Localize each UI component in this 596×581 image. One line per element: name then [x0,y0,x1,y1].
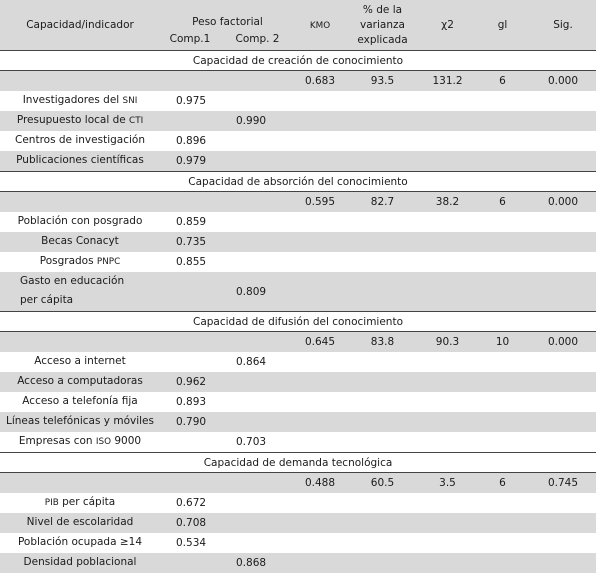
empty-cell [345,533,420,553]
comp1-value: 0.975 [176,95,207,107]
table-row [0,111,596,131]
empty-cell [475,232,530,252]
empty-cell [420,533,475,553]
indicator-label [0,493,160,513]
comp2-value [220,392,295,412]
comp1-value: 0.979 [160,151,220,172]
empty-cell [475,432,530,453]
table-row [0,513,596,533]
stat-kmo: 0.488 [295,473,345,494]
empty-cell [420,91,475,111]
empty-cell [420,513,475,533]
table-row [0,232,596,252]
indicator-label [0,553,160,573]
header-kmo-label: KMO [309,21,331,31]
header-indicator: Capacidad/indicador [26,19,134,31]
empty-cell [345,432,420,453]
empty-cell [530,533,596,553]
empty-cell [295,111,345,131]
stat-kmo: 0.595 [295,192,345,213]
empty-cell [345,553,420,573]
comp2-value [220,533,295,553]
table-row [0,352,596,372]
indicator-label [0,252,160,272]
section-stats-row [0,192,596,213]
empty-cell [420,553,475,573]
table-row [0,131,596,151]
empty-cell [295,252,345,272]
indicator-label-text: Líneas telefónicas y móviles [6,415,154,427]
empty-cell [420,232,475,252]
comp1-value: 0.859 [176,216,207,228]
stat-sig: 0.000 [530,332,596,353]
comp1-value [160,272,220,312]
header-comp2: Comp. 2 [220,28,295,51]
stat-pct: 60.5 [345,473,420,494]
empty-cell [295,131,345,151]
empty-cell [420,392,475,412]
section-header [0,312,596,332]
comp1-value: 0.534 [176,537,207,549]
stat-empty-cell [160,192,220,213]
indicator-label-acronym: PIB [44,498,59,508]
indicator-label [0,232,160,252]
empty-cell [530,513,596,533]
table-row [0,432,596,453]
comp1-value [160,111,220,131]
indicator-label-acronym: PNPC [96,257,121,267]
empty-cell [530,252,596,272]
comp1-value [160,432,220,453]
empty-cell [475,111,530,131]
table-row [0,91,596,111]
comp2-value [220,493,295,513]
stat-gl: 10 [475,332,530,353]
stat-empty-cell [0,332,160,353]
empty-cell [530,432,596,453]
empty-cell [530,131,596,151]
table-body [0,51,596,574]
empty-cell [420,131,475,151]
header-comp1: Comp.1 [160,28,220,51]
section-title: Capacidad de absorción del conocimiento [0,172,596,192]
indicator-label [0,272,160,312]
indicator-label-text: Becas Conacyt [41,235,119,247]
comp1-value: 0.790 [160,412,220,432]
comp2-value [220,513,295,533]
comp1-value: 0.893 [176,396,207,408]
header-kmo [295,0,345,51]
empty-cell [530,111,596,131]
stat-empty-cell [160,332,220,353]
stat-kmo: 0.683 [295,71,345,92]
stat-gl: 6 [475,473,530,494]
indicator-label [0,131,160,151]
header-gl: gl [497,19,508,31]
empty-cell [345,232,420,252]
empty-cell [345,111,420,131]
indicator-label [0,91,160,111]
empty-cell [295,432,345,453]
comp2-value [220,412,295,432]
empty-cell [530,91,596,111]
indicator-label-text: Acceso a telefonía fija [22,395,138,407]
empty-cell [420,151,475,172]
stat-sig: 0.000 [530,71,596,92]
empty-cell [420,493,475,513]
empty-cell [420,352,475,372]
stat-empty-cell [220,473,295,494]
indicator-label [0,412,160,432]
empty-cell [475,493,530,513]
empty-cell [475,412,530,432]
table-row [0,272,596,312]
empty-cell [530,232,596,252]
empty-cell [295,352,345,372]
indicator-label-text: Centros de investigación [15,134,145,146]
comp1-value: 0.896 [176,135,207,147]
table-row [0,553,596,573]
empty-cell [530,553,596,573]
stat-pct: 83.8 [345,332,420,353]
table-row [0,493,596,513]
stat-gl: 6 [475,71,530,92]
table-row [0,533,596,553]
empty-cell [295,91,345,111]
table-row [0,151,596,172]
table-row [0,372,596,392]
indicator-label-text: Población ocupada ≥14 [17,536,143,548]
indicator-label-text: Investigadores del [22,94,123,106]
comp2-value: 0.809 [220,272,295,312]
stat-empty-cell [220,332,295,353]
empty-cell [475,533,530,553]
empty-cell [530,372,596,392]
indicator-label-text: Acceso a internet [34,355,126,367]
empty-cell [295,232,345,252]
empty-cell [530,212,596,232]
indicator-label [0,513,160,533]
comp1-value: 0.672 [176,497,207,509]
empty-cell [530,272,596,312]
comp2-value [220,151,295,172]
indicator-label-suffix: per cápita [58,496,116,508]
empty-cell [420,372,475,392]
section-title: Capacidad de creación de conocimiento [0,51,596,71]
stat-kmo: 0.645 [295,332,345,353]
stat-empty-cell [0,192,160,213]
indicator-label-acronym: SNI [122,96,138,106]
empty-cell [530,352,596,372]
empty-cell [295,533,345,553]
empty-cell [345,131,420,151]
indicator-label-text: Gasto en educación per cápita [20,275,125,306]
empty-cell [295,151,345,172]
indicator-label [0,212,160,232]
empty-cell [530,392,596,412]
comp2-value [220,232,295,252]
indicator-label-text: Población con posgrado [17,215,143,227]
table-row [0,392,596,412]
comp2-value [220,91,295,111]
comp1-value [160,352,220,372]
section-header [0,453,596,473]
comp1-value: 0.735 [160,232,220,252]
indicator-label-text: Densidad poblacional [23,556,137,568]
indicator-label [0,111,160,131]
comp1-value: 0.855 [176,256,207,268]
comp1-value [160,553,220,573]
empty-cell [420,212,475,232]
empty-cell [475,131,530,151]
empty-cell [420,252,475,272]
empty-cell [345,272,420,312]
header-sig: Sig. [553,19,573,31]
empty-cell [295,493,345,513]
empty-cell [345,493,420,513]
comp1-value: 0.708 [160,513,220,533]
comp2-value: 0.703 [236,436,267,448]
stat-chi2: 131.2 [420,71,475,92]
stat-chi2: 38.2 [420,192,475,213]
indicator-label-suffix: 9000 [111,435,142,447]
empty-cell [420,412,475,432]
empty-cell [530,412,596,432]
comp2-value [220,212,295,232]
empty-cell [475,91,530,111]
stat-gl: 6 [475,192,530,213]
indicator-label [0,151,160,172]
empty-cell [345,513,420,533]
comp2-value [220,252,295,272]
empty-cell [530,493,596,513]
section-title: Capacidad de difusión del conocimiento [0,312,596,332]
section-stats-row [0,71,596,92]
empty-cell [345,412,420,432]
empty-cell [345,91,420,111]
header-peso-factorial: Peso factorial [192,16,263,28]
empty-cell [295,392,345,412]
empty-cell [475,392,530,412]
empty-cell [295,513,345,533]
indicator-label [0,533,160,553]
empty-cell [345,392,420,412]
empty-cell [420,272,475,312]
indicator-label-text: Posgrados [39,255,97,267]
stat-sig: 0.745 [530,473,596,494]
stat-pct: 82.7 [345,192,420,213]
indicator-label-text: Nivel de escolaridad [26,516,134,528]
stat-empty-cell [0,71,160,92]
empty-cell [475,513,530,533]
empty-cell [295,412,345,432]
empty-cell [295,372,345,392]
stat-empty-cell [160,71,220,92]
indicator-label-text: Publicaciones científicas [16,154,144,166]
stat-chi2: 90.3 [420,332,475,353]
section-stats-row [0,332,596,353]
table-row [0,412,596,432]
comp2-value [220,372,295,392]
empty-cell [345,151,420,172]
header-chi2: χ2 [441,19,454,31]
indicator-label [0,372,160,392]
empty-cell [475,212,530,232]
stat-empty-cell [220,192,295,213]
indicator-label [0,352,160,372]
empty-cell [475,372,530,392]
indicator-label-acronym: CTI [129,116,144,126]
section-header [0,51,596,71]
empty-cell [295,272,345,312]
empty-cell [420,432,475,453]
empty-cell [475,252,530,272]
empty-cell [345,352,420,372]
empty-cell [295,553,345,573]
empty-cell [475,151,530,172]
stat-empty-cell [220,71,295,92]
empty-cell [345,212,420,232]
empty-cell [530,151,596,172]
comp1-value: 0.962 [160,372,220,392]
stat-empty-cell [0,473,160,494]
indicator-label [0,392,160,412]
header-pct-varianza: % de la varianza explicada [357,3,408,46]
stat-pct: 93.5 [345,71,420,92]
comp2-value: 0.990 [220,111,295,131]
empty-cell [345,252,420,272]
comp2-value [220,131,295,151]
empty-cell [475,352,530,372]
table-row [0,252,596,272]
section-header [0,172,596,192]
indicator-label-text: Empresas con [18,435,96,447]
stat-empty-cell [160,473,220,494]
stat-chi2: 3.5 [420,473,475,494]
empty-cell [475,272,530,312]
section-title: Capacidad de demanda tecnológica [0,453,596,473]
empty-cell [420,111,475,131]
empty-cell [475,553,530,573]
stat-sig: 0.000 [530,192,596,213]
indicator-label-acronym: ISO [95,437,112,447]
section-stats-row [0,473,596,494]
indicator-label-text: Presupuesto local de [16,114,130,126]
empty-cell [345,372,420,392]
table-row [0,212,596,232]
empty-cell [295,212,345,232]
comp2-value: 0.868 [220,553,295,573]
indicator-label-text: Acceso a computadoras [17,375,143,387]
indicator-label [0,432,160,453]
comp2-value: 0.864 [236,356,267,368]
